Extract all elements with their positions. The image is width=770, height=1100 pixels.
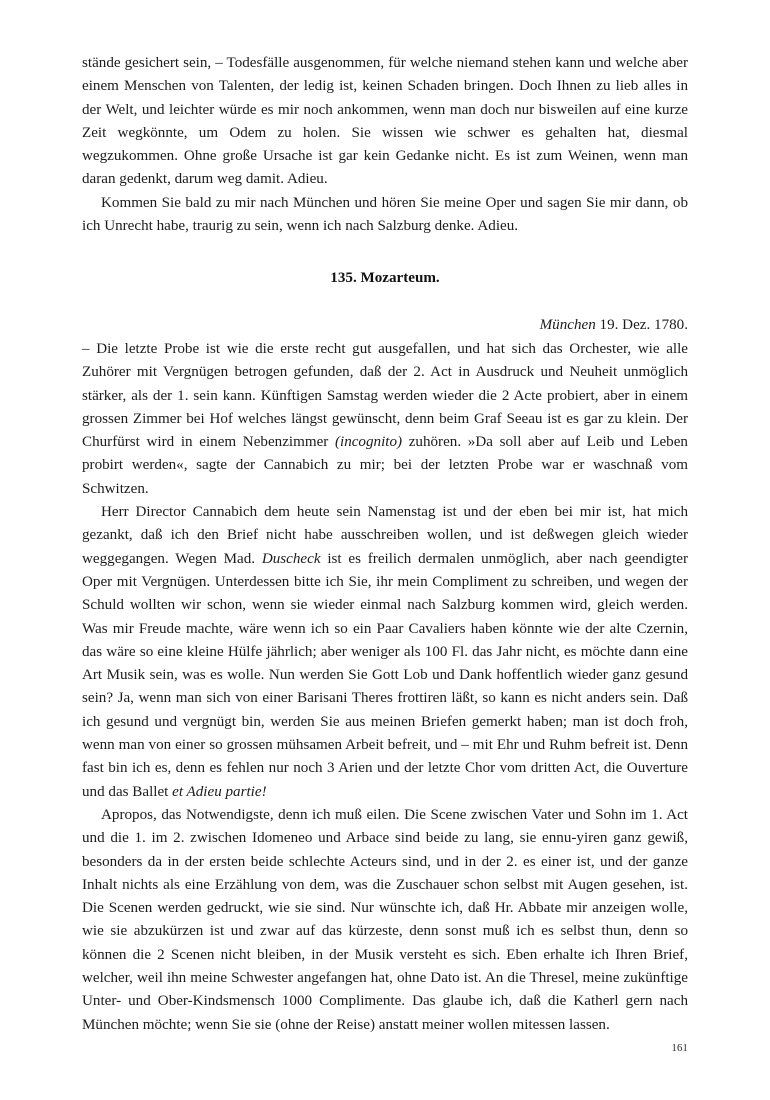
emphasis-incognito: (incognito) [334,434,403,451]
paragraph-text-part-a: – Die letzte Probe ist wie die erste recht gut ausgefallen, und hat sich das Orchester, wie alle Zuhörer mit Vergnügen betrogen gefunden, daß der 2. Act in Ausdruck und Neuheit unmöglich stärker, als der 1. sein kann. Künftigen Samstag werden wieder die 2 Acte probiert, aber in einem grossen Zimmer bei Hof welches längst gewünscht, denn beim Graf Seeau ist es gar zu klein. Der Churfürst wird in einem Nebenzimmer [82,340,688,451]
dateline-place: München [539,316,596,333]
text-block [82,52,688,1037]
emphasis-duscheck: Duscheck [261,550,321,567]
paragraph-letzte-probe [82,338,688,501]
dateline-date: 19. Dez. 1780. [595,316,688,333]
paragraph-text-part-b: zuhören. »Da soll aber auf Leib und Leben probirt werden«, sagte der Cannabich zu mir; bei der letzten Probe war er waschnaß vom Schwitzen. [82,434,688,497]
dateline [82,314,688,338]
letter-heading: 135. Mozarteum. [330,270,440,287]
page-number: 161 [671,1043,688,1054]
paragraph-kommen-sie: Kommen Sie bald zu mir nach München und hören Sie meine Oper und sagen Sie mir dann, ob ich Unrecht habe, traurig zu sein, wenn ich nach Salzburg denke. Adieu. [82,194,688,235]
paragraph-text-part-a: Herr Director Cannabich dem heute sein Namenstag ist und der eben bei mir ist, hat mich gezankt, daß ich den Brief nicht habe ausschreiben wollen, und ist deßwegen gleich wieder weggegangen. Wegen Mad. [82,504,688,567]
paragraph-apropos: Apropos, das Notwendigste, denn ich muß eilen. Die Scene zwischen Vater und Sohn im 1. Act und die 1. im 2. zwischen Idomeneo und Arbace sind beide zu lang, sie ennu-yiren ganz gewiß, besonders da in der ersten beide schlechte Acteurs sind, und in der 2. es einer ist, und der ganze Inhalt nichts als eine Erzählung von dem, was die Zuschauer schon selbst mit Augen gesehen, ist. Die Scenen werden gedruckt, wie sie sind. Nur wünschte ich, daß Hr. Abbate mir anzeigen wolle, wie sie abzukürzen ist und zwar auf das kürzeste, denn sonst muß ich es selbst thun, denn so können die 2 Scenen nicht bleiben, in der Musik versteht es sich. Eben erhalte ich Ihren Brief, welcher, weil ihn meine Schwester angefangen hat, ohne Dato ist. An die Thresel, meine zukünftige Unter- und Ober-Kindsmensch 1000 Complimente. Das glaube ich, daß die Katherl gern nach München möchte; wenn Sie sie (ohne der Reise) anstatt meiner wollen mitessen lassen. [82,806,688,1033]
emphasis-et-adieu-partie: et Adieu partie! [172,783,267,800]
paragraph-herr-director-cannabich [82,501,688,804]
paragraph-continuation: stände gesichert sein, – Todesfälle ausgenommen, für welche niemand stehen kann und welche aber einem Menschen von Talenten, der ledig ist, keinen Schaden bringen. Doch Ihnen zu lieb alles in der Welt, und leichter würde es mir noch ankommen, wenn man doch nur bisweilen auf eine kurze Zeit wegkönnte, um Odem zu holen. Sie wissen wie schwer es gehalten hat, diesmal wegzukommen. Ohne große Ursache ist gar kein Gedanke nicht. Es ist zum Weinen, wenn man daran gedenkt, darum weg damit. Adieu. [82,55,688,188]
paragraph-text-part-b: ist es freilich dermalen unmöglich, aber nach geendigter Oper mit Vergnügen. Unterdessen bitte ich Sie, ihr mein Compliment zu schreiben, und wegen der Schuld wollten wir schon, wenn sie wieder einmal nach Salzburg kommen wird, gleich werden. Was mir Freude machte, wäre wenn ich so ein Paar Cavaliers haben könnte wie der alte Czernin, das wäre so eine kleine Hülfe jährlich; aber weniger als 100 Fl. das Jahr nicht, es möchte dann eine Art Musik sein, was es wolle. Nun werden Sie Gott Lob und Dank hoffentlich wieder ganz gesund sein? Ja, wenn man sich von einer Barisani Theres frottiren läßt, so kann es nicht anders sein. Daß ich gesund und vergnügt bin, werden Sie aus meinen Briefen gemerkt haben; man ist doch froh, wenn man von einer so grossen mühsamen Arbeit befreit, und – mit Ehr und Ruhm befreit ist. Denn fast bin ich es, denn es fehlen nur noch 3 Arien und der letzte Chor vom dritten Act, die Ouverture und das Ballet [82,550,688,800]
